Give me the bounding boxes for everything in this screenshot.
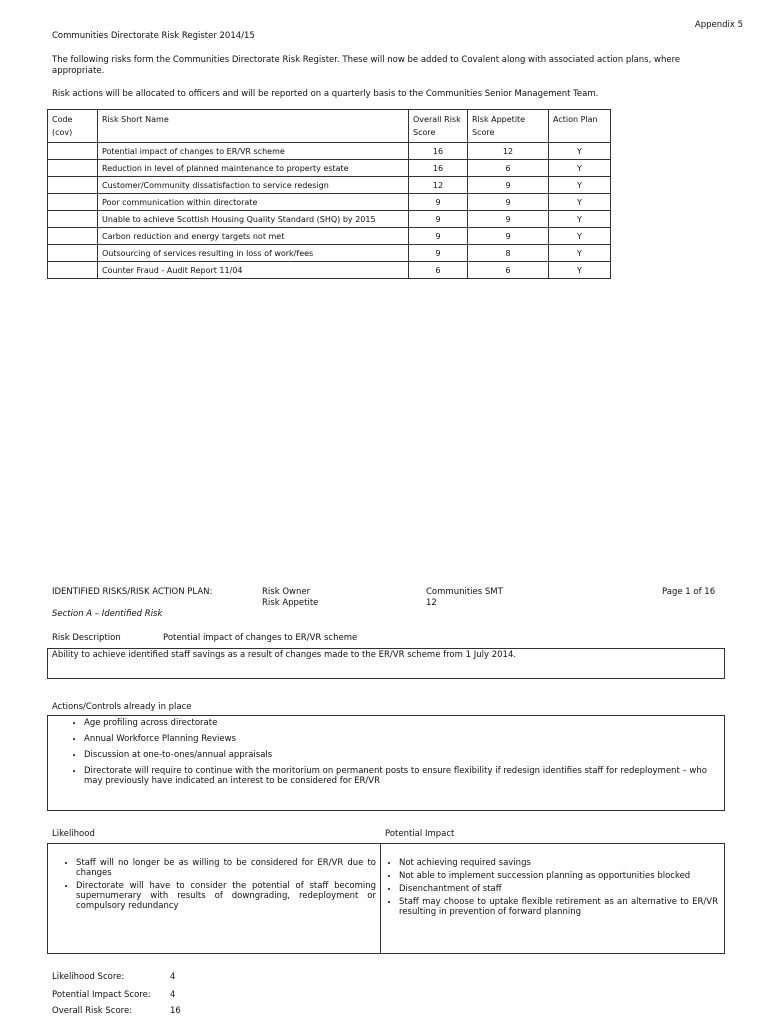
cell-action-plan: Y xyxy=(549,262,611,279)
cell-code xyxy=(48,177,98,194)
cell-risk-name: Outsourcing of services resulting in loss of work/fees xyxy=(98,245,409,262)
cell-overall-score: 12 xyxy=(409,177,468,194)
cell-appetite-score: 9 xyxy=(468,177,549,194)
cell-appetite-score: 6 xyxy=(468,262,549,279)
cell-action-plan: Y xyxy=(549,211,611,228)
appendix-label: Appendix 5 xyxy=(694,20,743,30)
list-item: • Not achieving required savings xyxy=(399,858,718,868)
cell-action-plan: Y xyxy=(549,245,611,262)
cell-code xyxy=(48,262,98,279)
cell-appetite-score: 9 xyxy=(468,211,549,228)
cell-overall-score: 6 xyxy=(409,262,468,279)
list-item: • Disenchantment of staff xyxy=(399,884,718,894)
likelihood-list xyxy=(48,858,376,911)
impact-score-label: Potential Impact Score: xyxy=(52,990,151,1000)
cell-appetite-score: 9 xyxy=(468,228,549,245)
page-number: Page 1 of 16 xyxy=(662,587,716,597)
table-row xyxy=(48,211,611,228)
risk-register-table xyxy=(47,109,611,279)
actions-list xyxy=(48,718,724,786)
list-item: • Annual Workforce Planning Reviews xyxy=(84,734,724,744)
section-a-heading: Section A – Identified Risk xyxy=(52,609,163,619)
cell-appetite-score: 8 xyxy=(468,245,549,262)
cell-code xyxy=(48,211,98,228)
table-row xyxy=(48,160,611,177)
header-overall-score: Overall Risk Score xyxy=(409,110,468,143)
likelihood-label: Likelihood xyxy=(52,829,95,839)
overall-score-value: 16 xyxy=(170,1006,181,1016)
risk-appetite-value: 12 xyxy=(426,598,437,608)
list-item: • Directorate will have to consider the potential of staff becoming supernumerary with results of downgrading, redeployment or compulsory redundancy xyxy=(76,881,376,911)
list-item: • Not able to implement succession planning as opportunities blocked xyxy=(399,871,718,881)
cell-overall-score: 16 xyxy=(409,160,468,177)
header-appetite-score: Risk Appetite Score xyxy=(468,110,549,143)
cell-risk-name: Reduction in level of planned maintenance to property estate xyxy=(98,160,409,177)
intro-paragraph: The following risks form the Communities Directorate Risk Register. These will now be added to Covalent along with associated action plans, where appropriate. xyxy=(52,55,681,76)
table-row xyxy=(48,177,611,194)
header-code: Code (cov) xyxy=(48,110,98,143)
likelihood-cell xyxy=(48,844,381,953)
cell-appetite-score: 6 xyxy=(468,160,549,177)
cell-risk-name: Unable to achieve Scottish Housing Quality Standard (SHQ) by 2015 xyxy=(98,211,409,228)
risk-description-label: Risk Description xyxy=(52,633,121,643)
cell-overall-score: 9 xyxy=(409,211,468,228)
cell-risk-name: Counter Fraud - Audit Report 11/04 xyxy=(98,262,409,279)
risk-owner-label: Risk Owner xyxy=(262,587,311,597)
cell-overall-score: 16 xyxy=(409,143,468,160)
actions-controls-box xyxy=(47,715,725,811)
header-action-plan: Action Plan xyxy=(549,110,611,143)
table-header-row xyxy=(48,110,611,143)
cell-code xyxy=(48,228,98,245)
potential-impact-label: Potential Impact xyxy=(385,829,455,839)
cell-code xyxy=(48,160,98,177)
cell-code xyxy=(48,194,98,211)
cell-action-plan: Y xyxy=(549,177,611,194)
intro-paragraph-2: Risk actions will be allocated to officers and will be reported on a quarterly basis to the Communities Senior Management Team. xyxy=(52,89,599,99)
list-item: • Staff may choose to uptake flexible retirement as an alternative to ER/VR resulting in prevention of forward planning xyxy=(399,897,718,917)
cell-risk-name: Poor communication within directorate xyxy=(98,194,409,211)
table-row xyxy=(48,228,611,245)
table-row xyxy=(48,262,611,279)
table-row xyxy=(48,245,611,262)
likelihood-score-label: Likelihood Score: xyxy=(52,972,125,982)
cell-overall-score: 9 xyxy=(409,228,468,245)
table-row xyxy=(48,194,611,211)
likelihood-score-value: 4 xyxy=(170,972,176,982)
impact-score-value: 4 xyxy=(170,990,176,1000)
risk-appetite-label: Risk Appetite xyxy=(262,598,319,608)
list-item: • Staff will no longer be as willing to be considered for ER/VR due to changes xyxy=(76,858,376,878)
action-plan-heading: IDENTIFIED RISKS/RISK ACTION PLAN: xyxy=(52,587,213,597)
cell-action-plan: Y xyxy=(549,143,611,160)
header-risk-name: Risk Short Name xyxy=(98,110,409,143)
cell-risk-name: Customer/Community dissatisfaction to service redesign xyxy=(98,177,409,194)
impact-cell xyxy=(381,844,724,953)
list-item: • Age profiling across directorate xyxy=(84,718,724,728)
cell-risk-name: Carbon reduction and energy targets not met xyxy=(98,228,409,245)
likelihood-impact-box xyxy=(47,843,725,954)
cell-action-plan: Y xyxy=(549,160,611,177)
actions-controls-label: Actions/Controls already in place xyxy=(52,702,192,712)
cell-overall-score: 9 xyxy=(409,245,468,262)
cell-action-plan: Y xyxy=(549,228,611,245)
list-item: • Discussion at one-to-ones/annual appraisals xyxy=(84,750,724,760)
impact-list xyxy=(381,858,718,917)
cell-code xyxy=(48,143,98,160)
cell-risk-name: Potential impact of changes to ER/VR scheme xyxy=(98,143,409,160)
cell-code xyxy=(48,245,98,262)
cell-appetite-score: 12 xyxy=(468,143,549,160)
cell-action-plan: Y xyxy=(549,194,611,211)
table-row xyxy=(48,143,611,160)
risk-description-title: Potential impact of changes to ER/VR scheme xyxy=(163,633,358,643)
overall-score-label: Overall Risk Score: xyxy=(52,1006,133,1016)
list-item: • Directorate will require to continue with the moritorium on permanent posts to ensure flexibility if redesign identifies staff for redeployment – who may previously have indicated an interest to be considered for ER/VR xyxy=(84,766,724,786)
risk-description-box xyxy=(47,648,725,679)
risk-description-text: Ability to achieve identified staff savings as a result of changes made to the ER/VR scheme from 1 July 2014. xyxy=(52,650,517,660)
cell-appetite-score: 9 xyxy=(468,194,549,211)
document-title: Communities Directorate Risk Register 2014/15 xyxy=(52,31,255,41)
risk-owner-value: Communities SMT xyxy=(426,587,503,597)
cell-overall-score: 9 xyxy=(409,194,468,211)
